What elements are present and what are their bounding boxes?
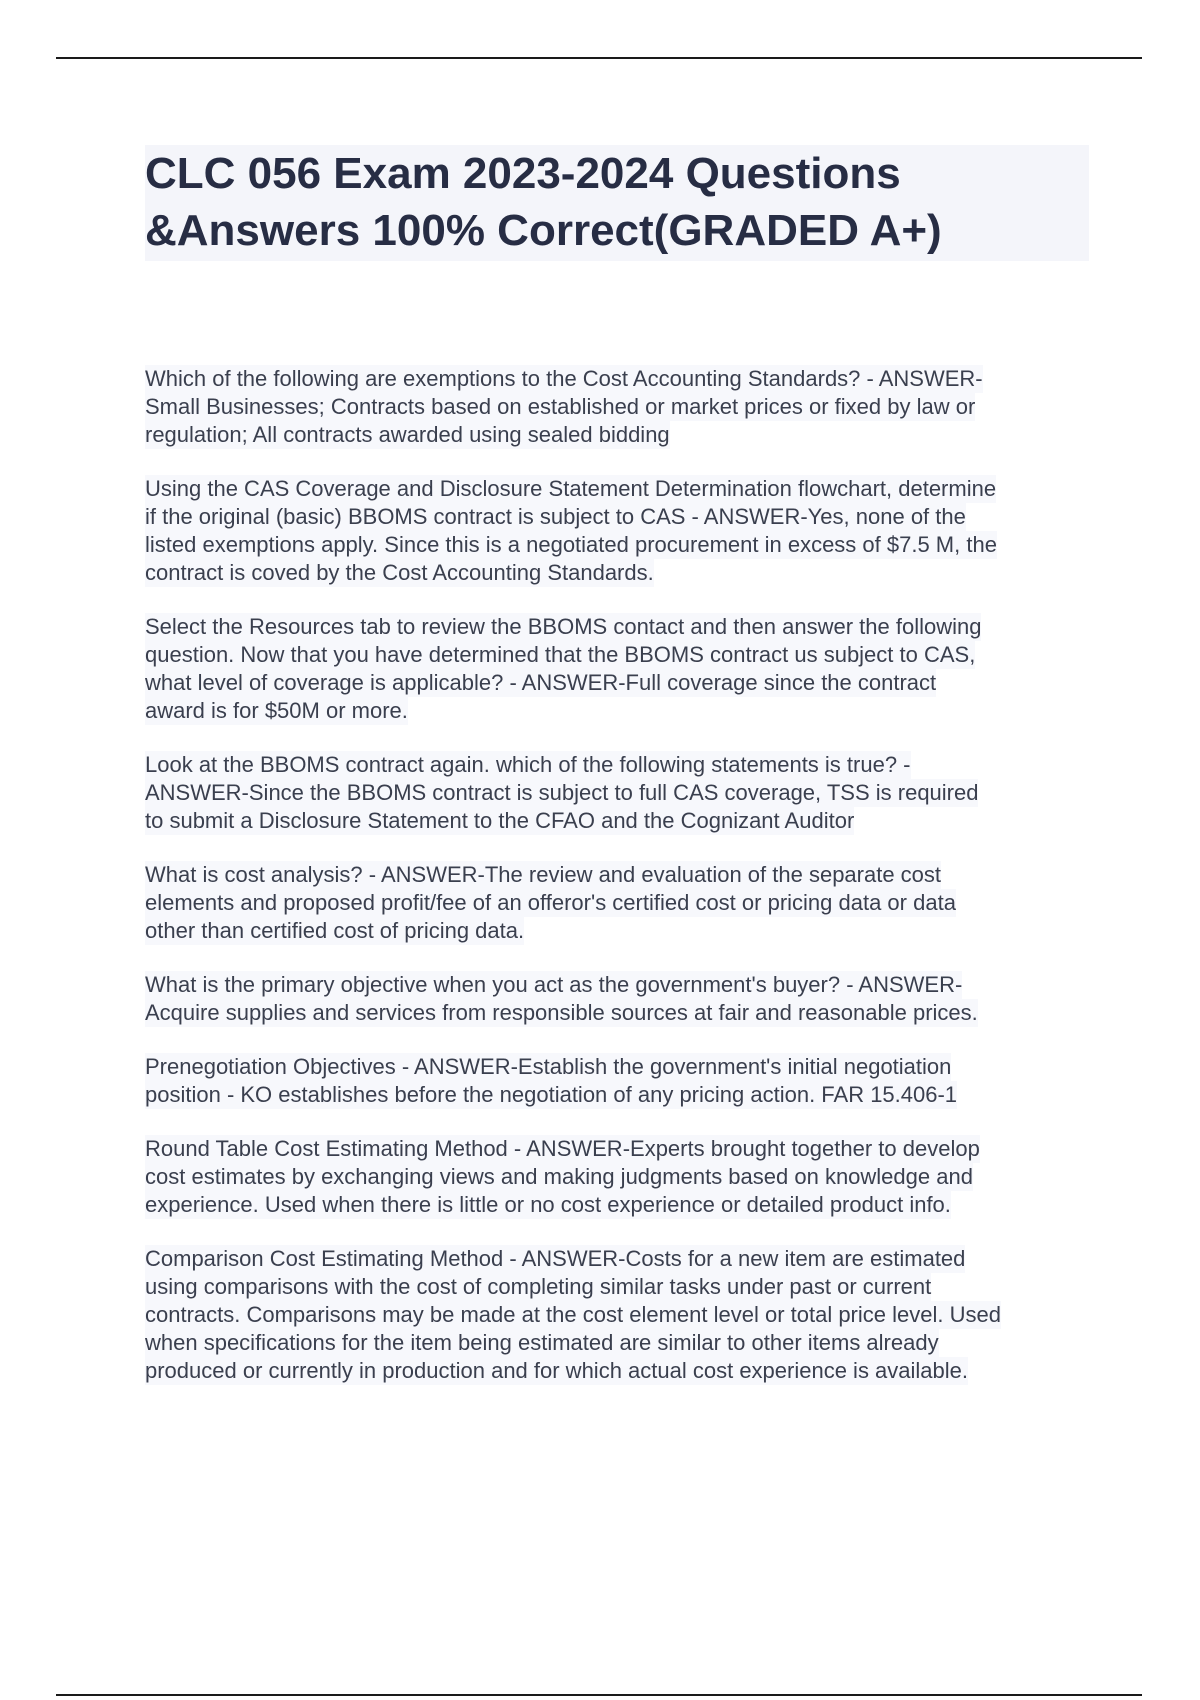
bottom-rule [56,1694,1142,1696]
qa-item [145,475,1095,587]
qa-item [145,613,1095,725]
qa-line: What is the primary objective when you act as the government's buyer? - ANSWER- [145,972,963,997]
qa-line: position - KO establishes before the negotiation of any pricing action. FAR 15.406-1 [145,1082,958,1107]
qa-line: Using the CAS Coverage and Disclosure Statement Determination flowchart, determine [145,476,997,501]
qa-line: Comparison Cost Estimating Method - ANSWER-Costs for a new item are estimated [145,1246,966,1271]
qa-item [145,365,1095,449]
qa-line: when specifications for the item being estimated are similar to other items already [145,1330,939,1355]
page-title [145,145,1089,259]
title-line: &Answers 100% Correct(GRADED A+) [145,206,942,255]
qa-line: Round Table Cost Estimating Method - ANSWER-Experts brought together to develop [145,1136,980,1161]
qa-line: experience. Used when there is little or no cost experience or detailed product info. [145,1192,951,1217]
qa-item [145,1245,1095,1385]
qa-line: contract is coved by the Cost Accounting Standards. [145,560,654,585]
qa-line: what level of coverage is applicable? - ANSWER-Full coverage since the contract [145,670,937,695]
qa-line: listed exemptions apply. Since this is a negotiated procurement in excess of $7.5 M, the [145,532,997,557]
qa-line: Look at the BBOMS contract again. which of the following statements is true? - [145,752,911,777]
qa-line: if the original (basic) BBOMS contract is subject to CAS - ANSWER-Yes, none of the [145,504,966,529]
qa-line: Prenegotiation Objectives - ANSWER-Establish the government's initial negotiation [145,1054,952,1079]
title-block [145,145,1089,261]
qa-item [145,971,1095,1027]
qa-line: Select the Resources tab to review the BBOMS contact and then answer the following [145,614,982,639]
qa-list [145,365,1095,1411]
qa-item [145,861,1095,945]
qa-line: elements and proposed profit/fee of an offeror's certified cost or pricing data or data [145,890,956,915]
qa-item [145,1135,1095,1219]
qa-line: ANSWER-Since the BBOMS contract is subject to full CAS coverage, TSS is required [145,780,979,805]
qa-line: to submit a Disclosure Statement to the CFAO and the Cognizant Auditor [145,808,855,833]
qa-item [145,751,1095,835]
title-line: CLC 056 Exam 2023-2024 Questions [145,149,901,198]
qa-line: other than certified cost of pricing data. [145,918,525,943]
qa-line: Which of the following are exemptions to the Cost Accounting Standards? - ANSWER- [145,366,983,391]
qa-line: Small Businesses; Contracts based on established or market prices or fixed by law or [145,394,976,419]
qa-line: question. Now that you have determined that the BBOMS contract us subject to CAS, [145,642,976,667]
qa-line: cost estimates by exchanging views and making judgments based on knowledge and [145,1164,973,1189]
qa-line: produced or currently in production and for which actual cost experience is available. [145,1358,969,1383]
qa-line: What is cost analysis? - ANSWER-The review and evaluation of the separate cost [145,862,942,887]
qa-line: regulation; All contracts awarded using sealed bidding [145,422,670,447]
qa-line: Acquire supplies and services from responsible sources at fair and reasonable prices. [145,1000,978,1025]
qa-line: contracts. Comparisons may be made at the cost element level or total price level. Used [145,1302,1001,1327]
qa-item [145,1053,1095,1109]
qa-line: using comparisons with the cost of completing similar tasks under past or current [145,1274,932,1299]
top-rule [56,57,1142,59]
qa-line: award is for $50M or more. [145,698,408,723]
